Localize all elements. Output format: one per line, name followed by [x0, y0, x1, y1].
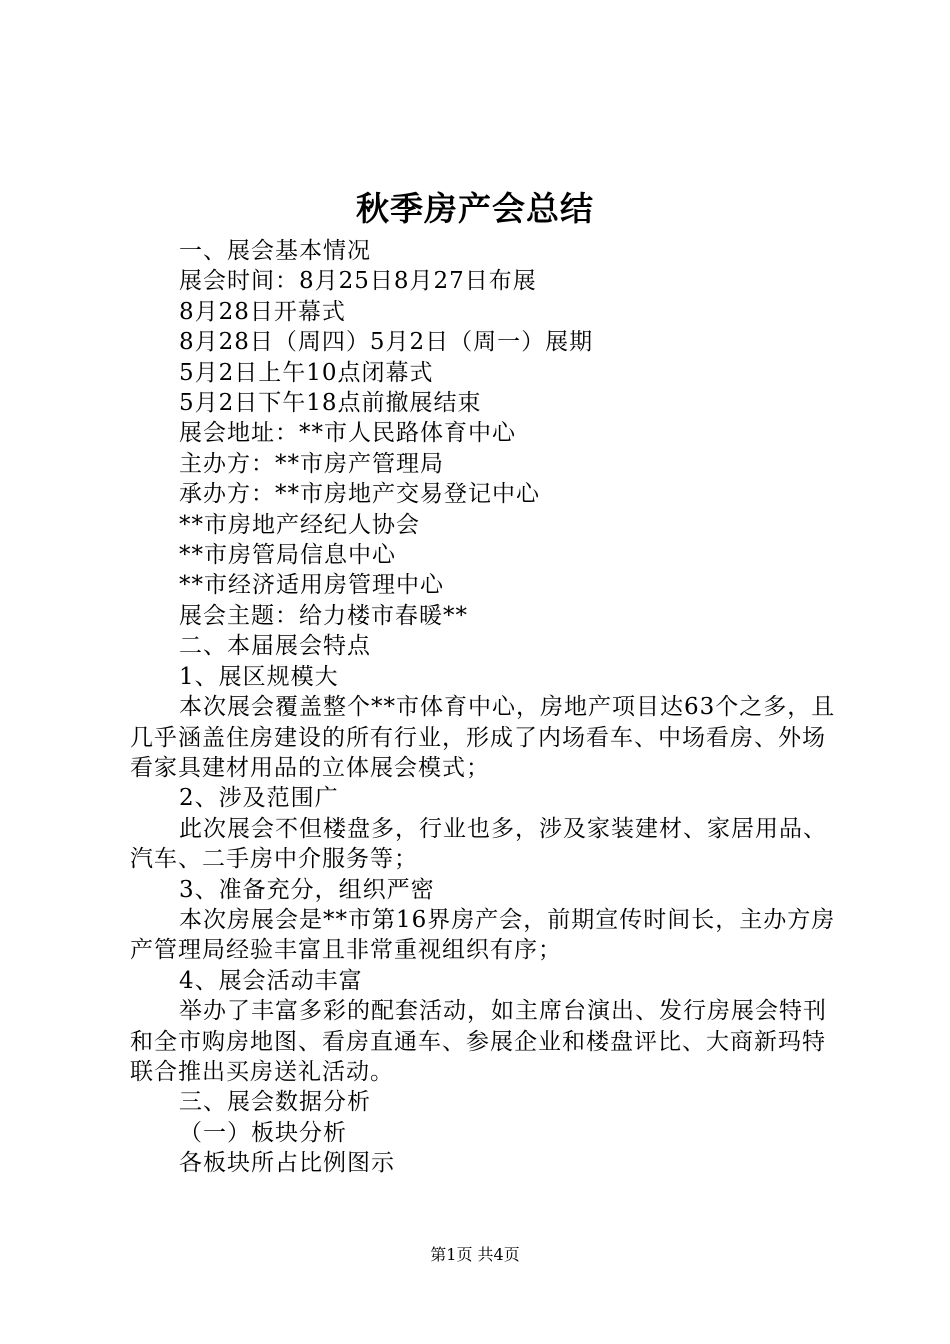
paragraph-line: 展会主题：给力楼市春暖** [179, 602, 468, 629]
paragraph-line: 本次展会覆盖整个**市体育中心，房地产项目达63个之多，且几乎涵盖住房建设的所有行业，形成了内场看车、中场看房、外场看家具建材用品的立体展会模式； [130, 694, 836, 781]
paragraph-line: 8月28日（周四）5月2日（周一）展期 [179, 329, 594, 356]
paragraph-line: 展会时间：8月25日8月27日布展 [179, 268, 537, 295]
paragraph-line: 一、展会基本情况 [179, 238, 371, 264]
paragraph-line: 2、涉及范围广 [179, 785, 339, 812]
paragraph-line: 二、本届展会特点 [179, 633, 371, 660]
paragraph-line: 承办方：**市房地产交易登记中心 [179, 481, 540, 508]
paragraph-line: （一）板块分析 [179, 1119, 347, 1146]
paragraph-line: 本次房展会是**市第16界房产会，前期宣传时间长，主办方房产管理局经验丰富且非常重视组织有序； [130, 906, 836, 964]
paragraph-line: 4、展会活动丰富 [179, 967, 363, 994]
document-title: 秋季房产会总结 [356, 189, 594, 228]
paragraph-line: **市房管局信息中心 [179, 542, 396, 569]
paragraph-line: 5月2日上午10点闭幕式 [179, 359, 434, 386]
paragraph-line: 举办了丰富多彩的配套活动，如主席台演出、发行房展会特刊和全市购房地图、看房直通车、参展企业和楼盘评比、大商新玛特联合推出买房送礼活动。 [130, 998, 827, 1085]
document-body [130, 236, 840, 1179]
paragraph-line: 3、准备充分，组织严密 [179, 876, 435, 903]
paragraph-line: **市经济适用房管理中心 [179, 572, 444, 599]
paragraph-line: 展会地址：**市人民路体育中心 [179, 420, 516, 447]
paragraph-line: 1、展区规模大 [179, 663, 339, 690]
paragraph-line: 5月2日下午18点前撤展结束 [179, 390, 482, 417]
paragraph-line: 8月28日开幕式 [179, 298, 346, 325]
paragraph-line: 此次展会不但楼盘多，行业也多，涉及家装建材、家居用品、汽车、二手房中介服务等； [130, 815, 827, 873]
paragraph-line: **市房地产经纪人协会 [179, 511, 420, 538]
paragraph-line: 主办方：**市房产管理局 [179, 450, 444, 477]
paragraph-line: 三、展会数据分析 [179, 1089, 371, 1116]
page-footer: 第1页 共4页 [430, 1245, 520, 1264]
paragraph-line: 各板块所占比例图示 [179, 1150, 395, 1177]
